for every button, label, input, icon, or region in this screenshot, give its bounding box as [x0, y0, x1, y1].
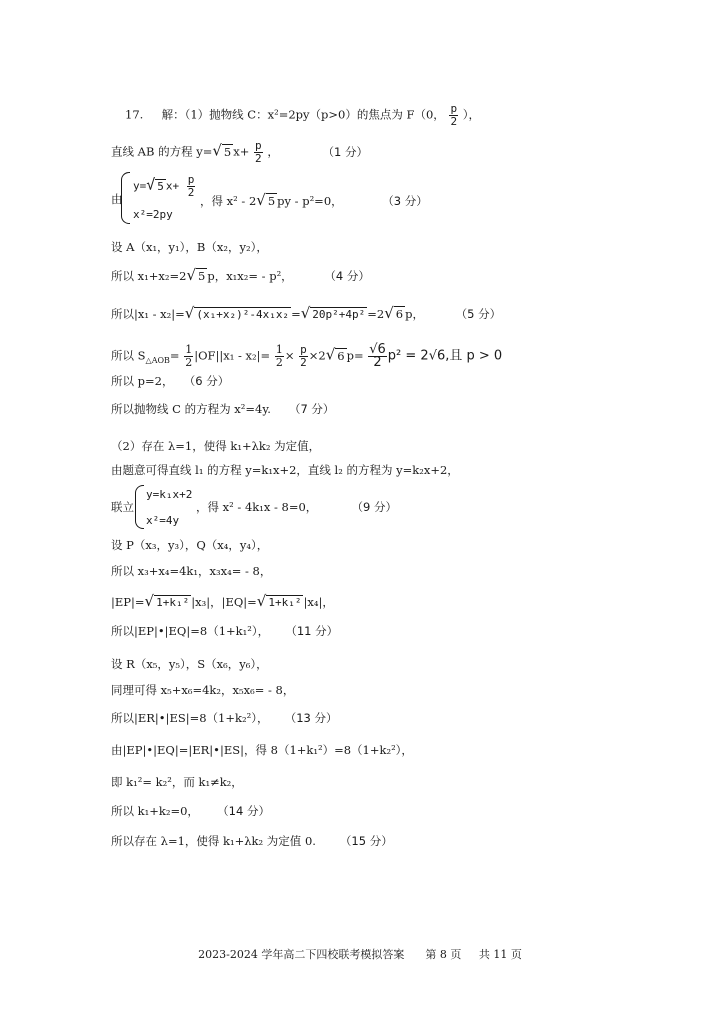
footer-title: 2023-2024 学年高二下四校联考模拟答案: [198, 948, 405, 961]
solution-line-20: 由|EP|•|EQ|=|ER|•|ES|，得 8（1+k₁²）=8（1+k₂²），: [111, 743, 413, 757]
solution-line-13: 设 P（x₃，y₃），Q（x₄，y₄），: [111, 538, 269, 552]
solution-line-5: 所以 x₁+x₂=2√ 5 p，x₁x₂= - p²， （4 分）: [111, 266, 370, 284]
problem-number: 17.: [125, 107, 144, 122]
solution-line-18: 同理可得 x₅+x₆=4k₂，x₅x₆= - 8，: [111, 683, 295, 697]
solution-line-11: 由题意可得直线 l₁ 的方程 y=k₁x+2，直线 l₂ 的方程为 y=k₂x+2，: [111, 463, 459, 477]
system-equation-2: x²=2py: [133, 208, 173, 221]
points-label: （9 分）: [357, 500, 398, 514]
points-label: （5 分）: [455, 307, 502, 321]
solution-line-10: （2）存在 λ=1，使得 k₁+λk₂ 为定值，: [111, 439, 321, 453]
brace: [121, 172, 130, 224]
solution-line-8: 所以 p=2， （6 分）: [111, 374, 230, 388]
points-label: （7 分）: [288, 402, 335, 416]
points-label: （15 分）: [339, 834, 393, 848]
solution-line-15: |EP|=√ 1+k₁² |x₃|，|EQ|=√ 1+k₁² |x₄|，: [111, 592, 334, 610]
system-equation-2: x²=4y: [146, 514, 180, 527]
brace: [135, 485, 144, 529]
solution-line-22: 所以 k₁+k₂=0， （14 分）: [111, 804, 270, 818]
solution-line-3-prefix: 由: [111, 192, 123, 206]
fraction-p-over-2: $\frac{p}{2}$: [450, 102, 458, 128]
solution-line-2: 直线 AB 的方程 y=√ 5 x+ $\frac{p}{2}$ ， （1 分）: [111, 139, 368, 165]
page-footer: [0, 946, 720, 962]
solution-line-9: 所以抛物线 C 的方程为 x²=4y. （7 分）: [111, 402, 335, 416]
solution-line-14: 所以 x₃+x₄=4k₁，x₃x₄= - 8，: [111, 564, 272, 578]
solution-line-1: 17. 解：（1）抛物线 C：x²=2py（p>0）的焦点为 F（0， $\frac{p}{2}$ ），: [125, 102, 480, 128]
footer-total-pages: 共 11 页: [478, 948, 522, 961]
system-equation-1: y=√ 5 x+ $\frac{p}{2}$: [133, 173, 195, 199]
points-label: （1 分）: [322, 144, 368, 159]
points-label: （6 分）: [189, 374, 230, 388]
solution-line-19: 所以|ER|•|ES|=8（1+k₂²）， （13 分）: [111, 711, 338, 725]
points-label: （11 分）: [291, 624, 339, 638]
solution-line-21: 即 k₁²= k₂²，而 k₁≠k₂，: [111, 775, 243, 789]
points-label: （3 分）: [382, 194, 428, 208]
solution-line-12-prefix: 联立: [111, 500, 134, 514]
solution-line-17: 设 R（x₅，y₅），S（x₆，y₆），: [111, 657, 268, 671]
solution-line-6: 所以|x₁ - x₂|=√ (x₁+x₂)²-4x₁x₂ =√ 20p²+4p² =2√ 6 p， （5 分）: [111, 304, 502, 322]
solution-line-7: 所以 $S_{\triangle AOB}=$ $\frac{1}{2}$ |OF||x₁ - x₂|= $\frac{1}{2}$ × $\frac{p}{2}$ ×2√ 6 p= $\frac{√6}{2}$ p² = 2√6,且 p > 0: [111, 342, 503, 370]
solution-line-12: ，得 x² - 4k₁x - 8=0， （9 分）: [196, 500, 398, 514]
solution-line-16: 所以|EP|•|EQ|=8（1+k₁²）， （11 分）: [111, 624, 339, 638]
points-label: （13 分）: [290, 711, 338, 725]
points-label: （14 分）: [222, 804, 270, 818]
solution-line-4: 设 A（x₁，y₁），B（x₂，y₂），: [111, 240, 268, 254]
footer-page-number: 第 8 页: [425, 948, 462, 961]
solution-line-23: 所以存在 λ=1，使得 k₁+λk₂ 为定值 0. （15 分）: [111, 834, 393, 848]
points-label: （4 分）: [324, 269, 370, 283]
solution-line-3: ，得 x² - 2√ 5 py - p²=0， （3 分）: [200, 191, 428, 209]
system-equation-1: y=k₁x+2: [146, 488, 193, 501]
